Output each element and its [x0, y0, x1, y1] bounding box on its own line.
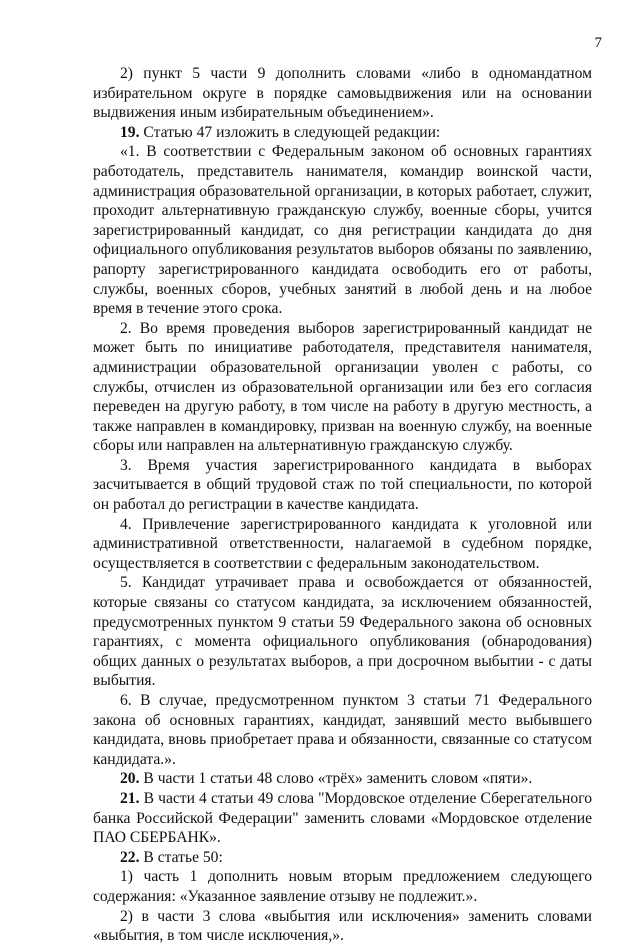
paragraph-text: 3. Время участия зарегистрированного кандидата в выборах засчитывается в общий трудовой стаж по той специальности, по которой он работал до регистрации в качестве кандидата.	[93, 456, 592, 514]
paragraph-text: 2) в части 3 слова «выбытия или исключения» заменить словами «выбытия, в том числе исключения,».	[93, 907, 592, 945]
paragraph-text: Статью 47 изложить в следующей редакции:	[139, 123, 441, 141]
paragraph-text: В части 4 статьи 49 слова "Мордовское отделение Сберегательного банка Российской Федерации" заменить словами «Мордовское отделение ПАО СБЕРБАНК».	[93, 789, 592, 847]
item-number: 20.	[120, 770, 140, 788]
paragraph	[93, 769, 592, 789]
paragraph	[93, 867, 592, 906]
paragraph	[93, 456, 592, 515]
paragraph	[93, 515, 592, 574]
paragraph	[93, 691, 592, 769]
paragraph-text: 2. Во время проведения выборов зарегистрированный кандидат не может быть по инициативе работодателя, представителя нанимателя, администрации образовательной организации уволен с работы, со службы, отчислен из образовательной организации или без его согласия переведен на другую работу, в том числе на работу в другую местность, а также направлен в командировку, призван на военную службу, на военные сборы или направлен на альтернативную гражданскую службу.	[93, 319, 592, 455]
paragraph-text: 2) пункт 5 части 9 дополнить словами «либо в одномандатном избирательном округе в порядке самовыдвижения или на основании выдвижения иным избирательным объединением».	[93, 65, 592, 122]
item-number: 19.	[120, 123, 140, 141]
paragraph	[93, 64, 592, 123]
page-number: 7	[594, 35, 602, 51]
item-number: 21.	[120, 789, 140, 807]
paragraph-text: В статье 50:	[139, 848, 223, 866]
paragraph	[93, 848, 592, 868]
paragraph-text: 6. В случае, предусмотренном пунктом 3 статьи 71 Федерального закона об основных гарантиях, кандидат, занявший место выбывшего кандидата, вновь приобретает права и обязанности, связанные со статусом кандидата.».	[93, 692, 592, 768]
paragraph-text: 1) часть 1 дополнить новым вторым предложением следующего содержания: «Указанное заявление отзыву не подлежит.».	[93, 868, 592, 905]
paragraph	[93, 319, 592, 456]
document-body	[93, 64, 592, 946]
paragraph	[93, 789, 592, 848]
paragraph-text: В части 1 статьи 48 слово «трёх» заменить словом «пяти».	[139, 770, 533, 788]
item-number: 22.	[120, 848, 140, 866]
paragraph-text: «1. В соответствии с Федеральным законом об основных гарантиях работодатель, представитель нанимателя, командир воинской части, администрация образовательной организации, в которых работает, служит, проходит альтернативную гражданскую службу, военные сборы, учится зарегистрированный кандидат, со дня регистрации кандидата до дня официального опубликования результатов выборов обязаны по заявлению, рапорту зарегистрированного кандидата освободить его от работы, службы, военных сборов, учебных занятий в любой день и на любое время в течение этого срока.	[93, 143, 592, 318]
paragraph-text: 5. Кандидат утрачивает права и освобождается от обязанностей, которые связаны со статусом кандидата, за исключением обязанностей, предусмотренных пунктом 9 статьи 59 Федерального закона об основных гарантиях, с момента официального опубликования (обнародования) общих данных о результатах выборов, а при досрочном выбытии - с даты выбытия.	[93, 574, 592, 690]
paragraph	[93, 123, 592, 143]
paragraph	[93, 907, 592, 946]
paragraph	[93, 142, 592, 318]
paragraph	[93, 573, 592, 691]
paragraph-text: 4. Привлечение зарегистрированного кандидата к уголовной или административной ответственности, налагаемой в судебном порядке, осуществляется в соответствии с федеральным законодательством.	[93, 515, 592, 572]
